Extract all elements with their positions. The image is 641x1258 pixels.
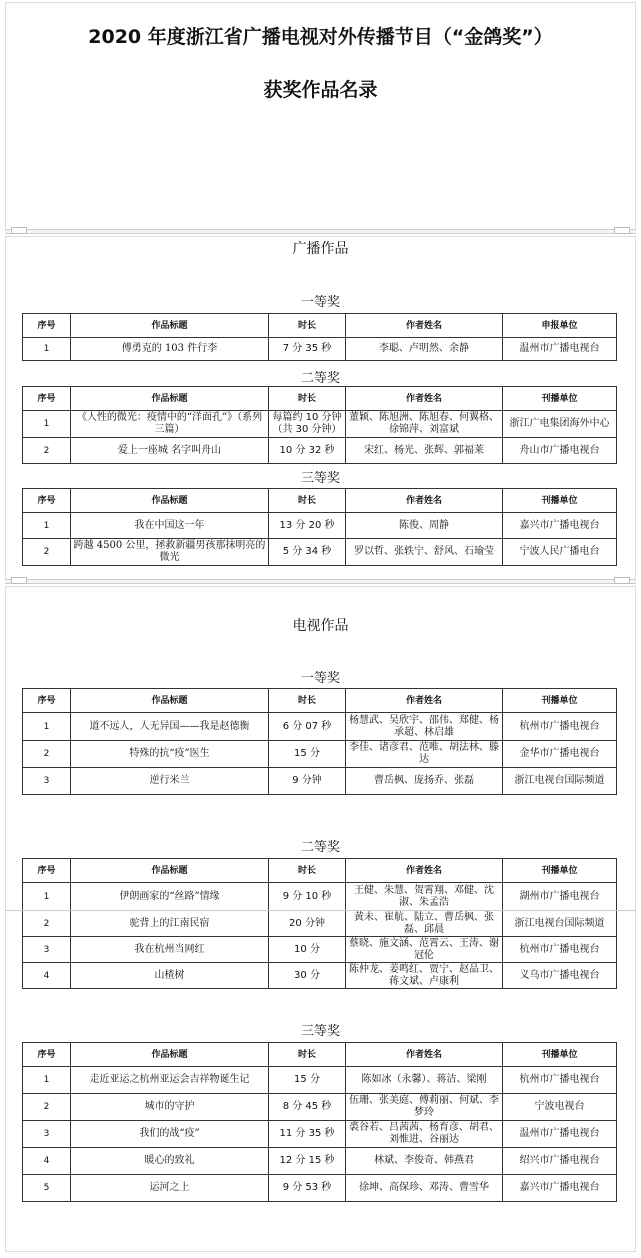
work-title-cell: 我在中国这一年 — [71, 513, 269, 539]
radio-first-prize-heading: 一等奖 — [300, 295, 340, 310]
column-header: 刊播单位 — [503, 489, 617, 513]
authors-cell: 罗以哲、张轶宁、舒风、石瑜莹 — [346, 539, 503, 566]
column-header: 作品标题 — [71, 689, 269, 713]
duration-cell: 10 分 — [269, 937, 346, 963]
organization-cell: 宁波电视台 — [503, 1094, 617, 1121]
row-number-cell: 1 — [23, 1067, 71, 1094]
column-header: 时长 — [269, 1043, 346, 1067]
work-title-cell: 我在杭州当网红 — [71, 937, 269, 963]
authors-cell: 曹岳枫、庞扬乔、张磊 — [346, 768, 503, 795]
column-header: 刊播单位 — [503, 387, 617, 411]
radio-section-heading: 广播作品 — [292, 241, 349, 257]
duration-cell: 15 分 — [269, 741, 346, 768]
page-divider-tab — [11, 227, 27, 234]
table-row — [23, 438, 617, 464]
table-header-row — [23, 859, 617, 883]
row-number-cell: 2 — [23, 1094, 71, 1121]
table-row — [23, 1121, 617, 1148]
document-title: 2020 年度浙江省广播电视对外传播节目（“金鸽奖”） — [88, 26, 553, 48]
organization-cell: 嘉兴市广播电视台 — [503, 513, 617, 539]
authors-cell: 黄未、崔航、陆立、曹岳枫、张磊、邱晨 — [346, 911, 503, 937]
tv-third-prize-heading: 三等奖 — [300, 1024, 340, 1039]
authors-cell: 宋红、杨光、张辉、郭福莱 — [346, 438, 503, 464]
table-row — [23, 1067, 617, 1094]
duration-cell: 7 分 35 秒 — [269, 338, 346, 361]
duration-cell: 15 分 — [269, 1067, 346, 1094]
column-header: 刊播单位 — [503, 1043, 617, 1067]
work-title-cell: 暖心的致礼 — [71, 1148, 269, 1175]
table-row — [23, 539, 617, 566]
table-row — [23, 713, 617, 741]
row-number-cell: 5 — [23, 1175, 71, 1202]
page-divider-tab — [11, 577, 27, 584]
table-row — [23, 411, 617, 438]
duration-cell: 5 分 34 秒 — [269, 539, 346, 566]
organization-cell: 舟山市广播电视台 — [503, 438, 617, 464]
duration-cell: 30 分 — [269, 963, 346, 989]
row-number-cell: 2 — [23, 741, 71, 768]
authors-cell: 董颖、陈旭洲、陈旭春、何翼格、徐锦萍、刘富斌 — [346, 411, 503, 438]
authors-cell: 陈俊、周静 — [346, 513, 503, 539]
radio-second-prize-heading: 二等奖 — [300, 371, 340, 386]
row-number-cell: 1 — [23, 411, 71, 438]
tv-first-prize-heading: 一等奖 — [300, 671, 340, 686]
column-header: 序号 — [23, 859, 71, 883]
column-header: 刊播单位 — [503, 859, 617, 883]
radio-third-prize-heading: 三等奖 — [300, 471, 340, 486]
column-header: 作者姓名 — [346, 1043, 503, 1067]
row-number-cell: 1 — [23, 513, 71, 539]
duration-cell: 每篇约 10 分钟（共 30 分钟） — [269, 411, 346, 438]
duration-cell: 6 分 07 秒 — [269, 713, 346, 741]
table-row — [23, 1175, 617, 1202]
table-row — [23, 883, 617, 911]
row-number-cell: 2 — [23, 438, 71, 464]
table-row — [23, 768, 617, 795]
authors-cell: 徐坤、高保珍、邓涛、曹雪华 — [346, 1175, 503, 1202]
column-header: 作者姓名 — [346, 689, 503, 713]
duration-cell: 11 分 35 秒 — [269, 1121, 346, 1148]
page-divider — [5, 229, 636, 234]
organization-cell: 义乌市广播电视台 — [503, 963, 617, 989]
table-header-row — [23, 489, 617, 513]
document-subtitle: 获奖作品名录 — [263, 79, 378, 101]
page-divider — [5, 579, 636, 584]
page-divider-tab — [614, 227, 630, 234]
work-title-cell: 傅勇克的 103 件行李 — [71, 338, 269, 361]
duration-cell: 10 分 32 秒 — [269, 438, 346, 464]
organization-cell: 浙江广电集团海外中心 — [503, 411, 617, 438]
organization-cell: 湖州市广播电视台 — [503, 883, 617, 911]
duration-cell: 13 分 20 秒 — [269, 513, 346, 539]
radio-first-prize-table — [22, 313, 617, 361]
work-title-cell: 逆行米兰 — [71, 768, 269, 795]
organization-cell: 温州市广播电视台 — [503, 1121, 617, 1148]
row-number-cell: 3 — [23, 937, 71, 963]
organization-cell: 金华市广播电视台 — [503, 741, 617, 768]
column-header: 作品标题 — [71, 1043, 269, 1067]
column-header: 序号 — [23, 387, 71, 411]
radio-second-prize-table — [22, 386, 617, 464]
work-title-cell: 我们的战“疫” — [71, 1121, 269, 1148]
tv-second-prize-heading: 二等奖 — [300, 840, 340, 855]
authors-cell: 陈仲龙、姜鸣红、贾宁、赵品卫、蒋文斌、卢康利 — [346, 963, 503, 989]
column-header: 作品标题 — [71, 489, 269, 513]
row-number-cell: 4 — [23, 1148, 71, 1175]
column-header: 序号 — [23, 314, 71, 338]
row-number-cell: 2 — [23, 539, 71, 566]
table-row — [23, 513, 617, 539]
organization-cell: 杭州市广播电视台 — [503, 713, 617, 741]
table-row — [23, 963, 617, 989]
row-number-cell: 1 — [23, 338, 71, 361]
authors-cell: 陈如冰（永馨）、蒋洁、梁刚 — [346, 1067, 503, 1094]
organization-cell: 嘉兴市广播电视台 — [503, 1175, 617, 1202]
work-title-cell: 驼背上的江南民宿 — [71, 911, 269, 937]
radio-third-prize-table — [22, 488, 617, 566]
row-number-cell: 3 — [23, 768, 71, 795]
organization-cell: 浙江电视台国际频道 — [503, 911, 617, 937]
row-number-cell: 1 — [23, 883, 71, 911]
authors-cell: 伍珊、张美庭、傅莉丽、何斌、李梦玲 — [346, 1094, 503, 1121]
organization-cell: 浙江电视台国际频道 — [503, 768, 617, 795]
authors-cell: 杨慧武、吴欣宇、邵伟、郑健、杨承超、林启雄 — [346, 713, 503, 741]
column-header: 申报单位 — [503, 314, 617, 338]
table-header-row — [23, 689, 617, 713]
column-header: 作品标题 — [71, 314, 269, 338]
tv-section-heading: 电视作品 — [292, 618, 349, 634]
work-title-cell: 城市的守护 — [71, 1094, 269, 1121]
column-header: 作品标题 — [71, 387, 269, 411]
work-title-cell: 道不远人，人无异国——我是赵德衡 — [71, 713, 269, 741]
tv-second-prize-table — [22, 858, 617, 989]
table-row — [23, 937, 617, 963]
table-row — [23, 911, 617, 937]
column-header: 作者姓名 — [346, 387, 503, 411]
authors-cell: 王健、朱慧、贺霄翔、邓健、沈淑、朱孟浩 — [346, 883, 503, 911]
column-header: 序号 — [23, 689, 71, 713]
table-header-row — [23, 387, 617, 411]
duration-cell: 12 分 15 秒 — [269, 1148, 346, 1175]
duration-cell: 9 分 10 秒 — [269, 883, 346, 911]
duration-cell: 8 分 45 秒 — [269, 1094, 346, 1121]
column-header: 序号 — [23, 489, 71, 513]
column-header: 作者姓名 — [346, 489, 503, 513]
table-row — [23, 1094, 617, 1121]
row-number-cell: 3 — [23, 1121, 71, 1148]
authors-cell: 裘谷若、吕茜茜、杨育彦、胡君、刘惟进、谷丽达 — [346, 1121, 503, 1148]
page-divider — [5, 910, 636, 914]
work-title-cell: 《人性的微光：疫情中的“洋面孔”》（系列三篇） — [71, 411, 269, 438]
table-row — [23, 1148, 617, 1175]
work-title-cell: 山楂树 — [71, 963, 269, 989]
organization-cell: 绍兴市广播电视台 — [503, 1148, 617, 1175]
work-title-cell: 走近亚运之杭州亚运会吉祥物诞生记 — [71, 1067, 269, 1094]
work-title-cell: 跨越 4500 公里，拯救新疆男孩那抹明亮的微光 — [71, 539, 269, 566]
authors-cell: 林斌、李俊奇、韩燕君 — [346, 1148, 503, 1175]
column-header: 作者姓名 — [346, 859, 503, 883]
column-header: 作品标题 — [71, 859, 269, 883]
table-header-row — [23, 314, 617, 338]
column-header: 作者姓名 — [346, 314, 503, 338]
row-number-cell: 4 — [23, 963, 71, 989]
work-title-cell: 运河之上 — [71, 1175, 269, 1202]
organization-cell: 杭州市广播电视台 — [503, 1067, 617, 1094]
row-number-cell: 1 — [23, 713, 71, 741]
authors-cell: 李聪、卢明然、余静 — [346, 338, 503, 361]
table-row — [23, 338, 617, 361]
column-header: 时长 — [269, 489, 346, 513]
authors-cell: 蔡晓、施文涵、范霄云、王涛、谢冠伦 — [346, 937, 503, 963]
duration-cell: 20 分钟 — [269, 911, 346, 937]
page-divider-tab — [614, 577, 630, 584]
column-header: 时长 — [269, 314, 346, 338]
organization-cell: 杭州市广播电视台 — [503, 937, 617, 963]
tv-third-prize-table — [22, 1042, 617, 1202]
authors-cell: 李佳、诸彦君、范唯、胡法林、滕达 — [346, 741, 503, 768]
column-header: 刊播单位 — [503, 689, 617, 713]
column-header: 时长 — [269, 689, 346, 713]
duration-cell: 9 分 53 秒 — [269, 1175, 346, 1202]
column-header: 时长 — [269, 387, 346, 411]
table-row — [23, 741, 617, 768]
column-header: 时长 — [269, 859, 346, 883]
row-number-cell: 2 — [23, 911, 71, 937]
organization-cell: 宁波人民广播电台 — [503, 539, 617, 566]
tv-first-prize-table — [22, 688, 617, 795]
work-title-cell: 爱上一座城 名字叫舟山 — [71, 438, 269, 464]
table-header-row — [23, 1043, 617, 1067]
column-header: 序号 — [23, 1043, 71, 1067]
organization-cell: 温州市广播电视台 — [503, 338, 617, 361]
work-title-cell: 伊朗画家的“丝路”情缘 — [71, 883, 269, 911]
duration-cell: 9 分钟 — [269, 768, 346, 795]
work-title-cell: 特殊的抗“疫”医生 — [71, 741, 269, 768]
